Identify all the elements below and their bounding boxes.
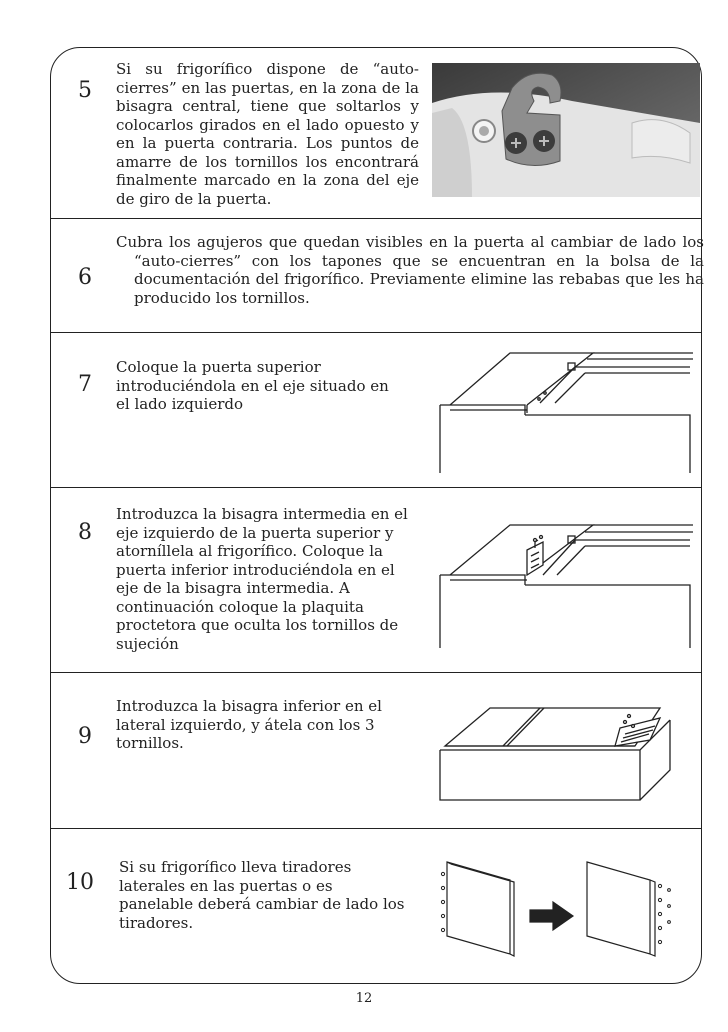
auto-closer-photo: [432, 63, 700, 197]
intermediate-hinge-illustration: [435, 520, 700, 650]
step-5-text: Si su frigorífico dispone de “auto-cierres” en las puertas, en la zona de la bisagra central, tiene que soltarlos y colocarlos girados en el lado opuesto y en la puerta contraria. Los puntos de amarre de los tornillos los encontrará finalmente marcado en la zona del eje de giro de la puerta.: [116, 60, 419, 208]
upper-door-illustration: [435, 345, 700, 475]
lower-hinge-illustration: [435, 700, 700, 805]
step-number: 10: [66, 870, 94, 895]
step-divider: [50, 672, 702, 673]
step-10-text: Si su frigorífico lleva tiradores laterales en las puertas o es panelable deberá cambiar de lado los tiradores.: [119, 858, 405, 932]
step-8-text: Introduzca la bisagra intermedia en el eje izquierdo de la puerta superior y atorníllela al frigorífico. Coloque la puerta inferior introduciéndola en el eje de la bisagra intermedia. A continuación coloque la plaquita proctetora que oculta los tornillos de sujeción: [116, 505, 408, 653]
step-divider: [50, 828, 702, 829]
step-7-text: Coloque la puerta superior introduciéndola en el eje situado en el lado izquierdo: [116, 358, 389, 413]
page-number: 12: [355, 991, 373, 1006]
step-number: 9: [78, 724, 92, 749]
step-number: 7: [78, 372, 92, 397]
step-number: 5: [78, 78, 92, 103]
step-9-text: Introduzca la bisagra inferior en el lateral izquierdo, y átela con los 3 tornillos.: [116, 697, 382, 752]
step-divider: [50, 218, 702, 219]
step-divider: [50, 487, 702, 488]
step-number: 8: [78, 520, 92, 545]
step-number: 6: [78, 265, 92, 290]
step-divider: [50, 332, 702, 333]
step-6-text: Cubra los agujeros que quedan visibles en la puerta al cambiar de lado los “auto-cierres” con los tapones que se encuentran en la bolsa de la documentación del frigorífico. Previamente elimine las rebabas que les ha producido los tornillos.: [116, 233, 704, 307]
handles-swap-illustration: [435, 858, 695, 958]
